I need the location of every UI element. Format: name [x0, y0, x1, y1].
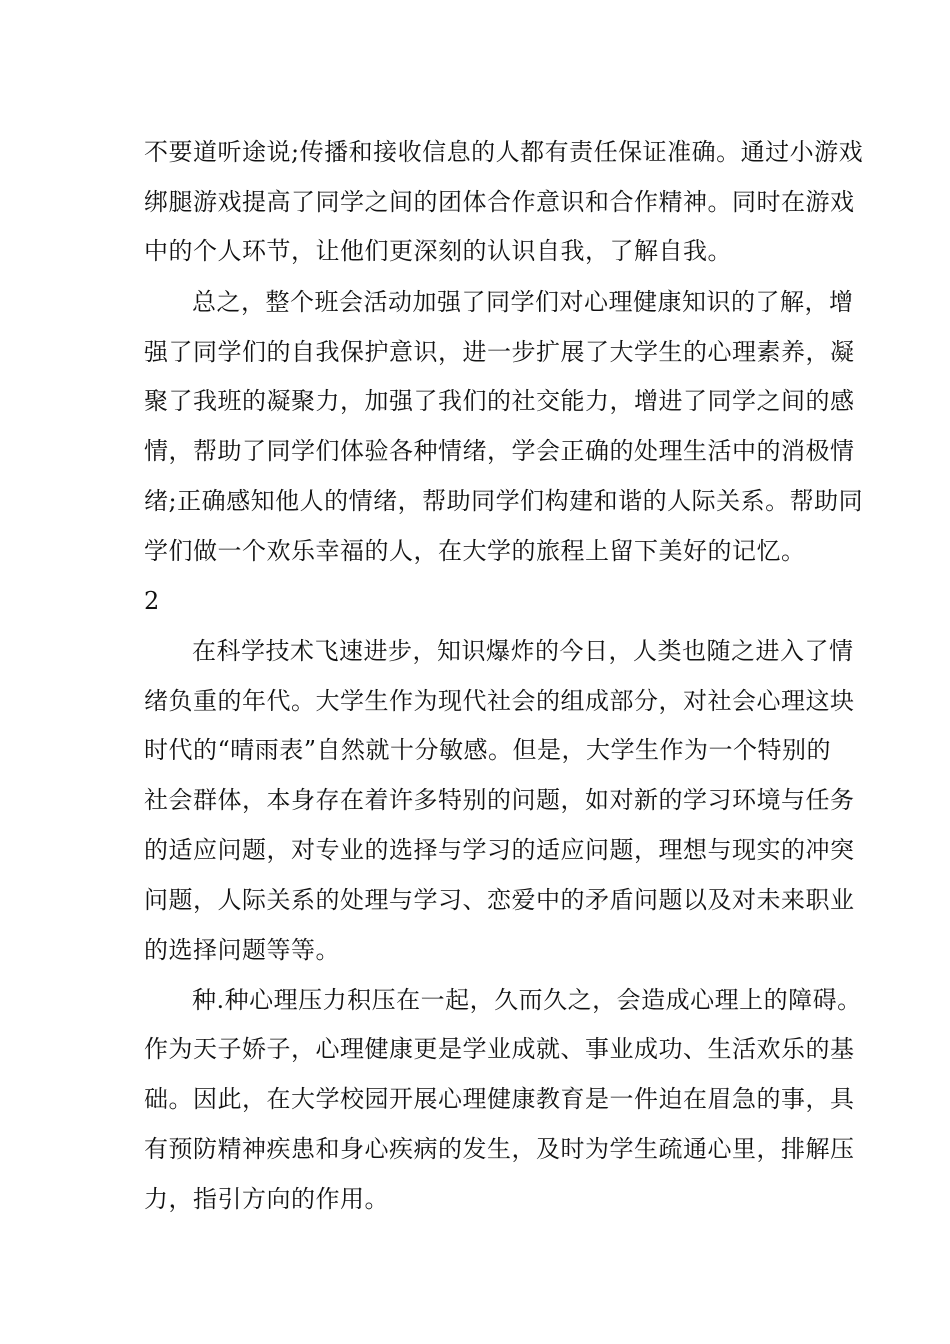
- paragraph-2-line-6: 学们做一个欢乐幸福的人，在大学的旅程上留下美好的记忆。: [144, 537, 806, 565]
- paragraph-3-line-7: 的选择问题等等。: [144, 936, 340, 964]
- paragraph-3-line-2: 绪负重的年代。大学生作为现代社会的组成部分，对社会心理这块: [144, 687, 855, 715]
- section-number: 2: [144, 587, 160, 615]
- paragraph-1-line-3: 中的个人环节，让他们更深刻的认识自我，了解自我。: [144, 237, 732, 265]
- paragraph-3-line-3: 时代的“晴雨表”自然就十分敏感。但是，大学生作为一个特别的: [144, 736, 832, 764]
- paragraph-4-line-2: 作为天子娇子，心理健康更是学业成就、事业成功、生活欢乐的基: [144, 1035, 855, 1063]
- paragraph-1-line-1: 不要道听途说;传播和接收信息的人都有责任保证准确。通过小游戏: [144, 138, 864, 166]
- paragraph-4-line-4: 有预防精神疾患和身心疾病的发生，及时为学生疏通心里，排解压: [144, 1135, 855, 1163]
- paragraph-3-line-1: 在科学技术飞速进步，知识爆炸的今日，人类也随之进入了情: [192, 637, 854, 665]
- paragraph-3-line-5: 的适应问题，对专业的选择与学习的适应问题，理想与现实的冲突: [144, 836, 855, 864]
- paragraph-4-line-5: 力，指引方向的作用。: [144, 1185, 389, 1213]
- paragraph-3-line-4: 社会群体，本身存在着许多特别的问题，如对新的学习环境与任务: [144, 786, 855, 814]
- paragraph-2-line-4: 情，帮助了同学们体验各种情绪，学会正确的处理生活中的消极情: [144, 437, 855, 465]
- paragraph-4-line-3: 础。因此，在大学校园开展心理健康教育是一件迫在眉急的事，具: [144, 1085, 855, 1113]
- paragraph-3-line-6: 问题，人际关系的处理与学习、恋爱中的矛盾问题以及对未来职业: [144, 886, 855, 914]
- paragraph-2-line-5: 绪;正确感知他人的情绪，帮助同学们构建和谐的人际关系。帮助同: [144, 487, 864, 515]
- paragraph-2-line-3: 聚了我班的凝聚力，加强了我们的社交能力，增进了同学之间的感: [144, 387, 855, 415]
- paragraph-2-line-1: 总之，整个班会活动加强了同学们对心理健康知识的了解，增: [192, 288, 854, 316]
- paragraph-4-line-1: 种.种心理压力积压在一起，久而久之，会造成心理上的障碍。: [192, 986, 862, 1014]
- paragraph-1-line-2: 绑腿游戏提高了同学之间的团体合作意识和合作精神。同时在游戏: [144, 188, 855, 216]
- paragraph-2-line-2: 强了同学们的自我保护意识，进一步扩展了大学生的心理素养，凝: [144, 338, 855, 366]
